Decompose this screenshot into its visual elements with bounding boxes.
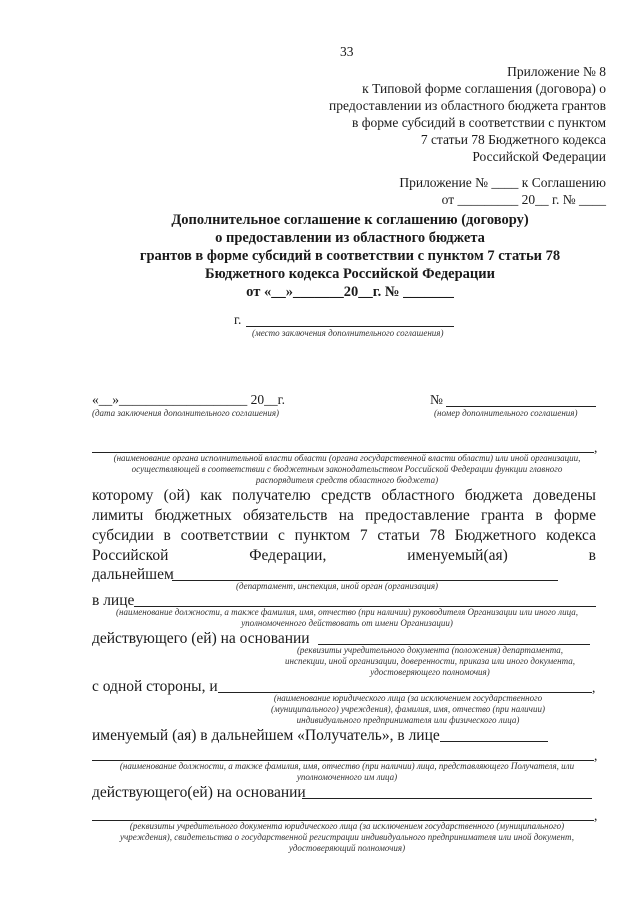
authority-caption: осуществляющей в соответствии с бюджетным законодательством Российской Федерации функции главного <box>131 464 563 474</box>
number-label: № <box>430 392 443 407</box>
agreement-ref-line2: от _________ 20__ г. № ____ <box>441 192 606 207</box>
body-paragraph-line: субсидии в соответствии с пунктом 7 статьи 78 Бюджетного кодекса <box>92 527 596 544</box>
basis-caption: удостоверяющего полномочия) <box>370 667 490 677</box>
appendix-line: Приложение № 8 <box>507 64 606 79</box>
basis-caption: инспекции, иной организации, доверенности, приказа или иного документа, <box>285 656 575 666</box>
place-prefix: г. <box>234 312 242 327</box>
basis2-field[interactable] <box>302 798 592 799</box>
department-caption: (департамент, инспекция, иной орган (организация) <box>236 581 439 591</box>
recipient-caption: уполномоченного им лица) <box>296 772 398 782</box>
title-line: о предоставлении из областного бюджета <box>215 230 485 246</box>
number-field[interactable] <box>446 406 596 407</box>
place-caption: (место заключения дополнительного соглашения) <box>252 328 444 338</box>
authority-trail: , <box>594 440 598 455</box>
recipient-trail: , <box>594 748 598 763</box>
final-caption: удостоверяющий полномочия) <box>288 843 406 853</box>
side-caption: (наименование юридического лица (за исключением государственного <box>273 693 543 703</box>
final-caption: (реквизиты учредительного документа юридического лица (за исключением государственного (муниципального) <box>129 821 565 831</box>
place-field[interactable] <box>246 326 454 327</box>
title-line: Бюджетного кодекса Российской Федерации <box>204 266 495 282</box>
authority-caption: (наименование органа исполнительной власти области (органа государственной власти области) или иной организации, <box>113 453 581 463</box>
date-caption: (дата заключения дополнительного соглашения) <box>92 408 280 418</box>
side-caption: индивидуального предпринимателя или физического лица) <box>296 715 520 725</box>
number-caption: (номер дополнительного соглашения) <box>434 408 578 418</box>
appendix-line: 7 статьи 78 Бюджетного кодекса <box>420 132 606 147</box>
final-caption: учреждения), свидетельства о государственной регистрации индивидуального предпринимателя или иной документ, <box>120 832 574 842</box>
body-paragraph-line: лимиты бюджетных обязательств на предоставление гранта в форме <box>92 507 596 524</box>
recipient-label: именуемый (ая) в дальнейшем «Получатель», в лице <box>92 727 440 744</box>
title-line: от «__»_______20__г. № _______ <box>246 284 454 300</box>
person-label: в лице <box>92 592 135 609</box>
basis-label: действующего (ей) на основании <box>92 630 310 647</box>
page-number: 33 <box>340 44 354 59</box>
title-line: Дополнительное соглашение к соглашению (договору) <box>171 212 529 228</box>
authority-caption: распорядителя средств областного бюджета) <box>255 475 439 485</box>
person-caption: уполномоченного действовать от имени Организации) <box>241 618 453 628</box>
agreement-ref-line1: Приложение № ____ к Соглашению <box>399 175 606 190</box>
recipient-caption: (наименование должности, а также фамилия, имя, отчество (при наличии) лица, представляющего Получателя, или <box>119 761 575 771</box>
side-caption: (муниципального) учреждения), фамилия, имя, отчество (при наличии) <box>271 704 545 714</box>
side-trail: , <box>592 680 596 695</box>
side-label: с одной стороны, и <box>92 678 218 695</box>
body-last-word: дальнейшем <box>92 566 174 583</box>
basis-caption: (реквизиты учредительного документа (положения) департамента, <box>296 645 564 655</box>
date-field[interactable]: «__»___________________ 20__г. <box>92 392 286 407</box>
appendix-line: Российской Федерации <box>472 149 606 164</box>
appendix-line: предоставлении из областного бюджета грантов <box>329 98 606 113</box>
recipient-field[interactable] <box>440 741 548 742</box>
person-caption: (наименование должности, а также фамилия, имя, отчество (при наличии) руководителя Организации или иного лица, <box>116 607 578 617</box>
appendix-line: в форме субсидий в соответствии с пунктом <box>352 115 606 130</box>
title-line: грантов в форме субсидий в соответствии с пунктом 7 статьи 78 <box>139 248 561 264</box>
final-trail: , <box>594 808 598 823</box>
body-paragraph-line: Российской Федерации, именуемый(ая) в <box>92 547 596 564</box>
body-paragraph-line: которому (ой) как получателю средств областного бюджета доведены <box>92 487 596 504</box>
basis2-label: действующего(ей) на основании <box>92 784 306 801</box>
appendix-line: к Типовой форме соглашения (договора) о <box>362 81 606 96</box>
